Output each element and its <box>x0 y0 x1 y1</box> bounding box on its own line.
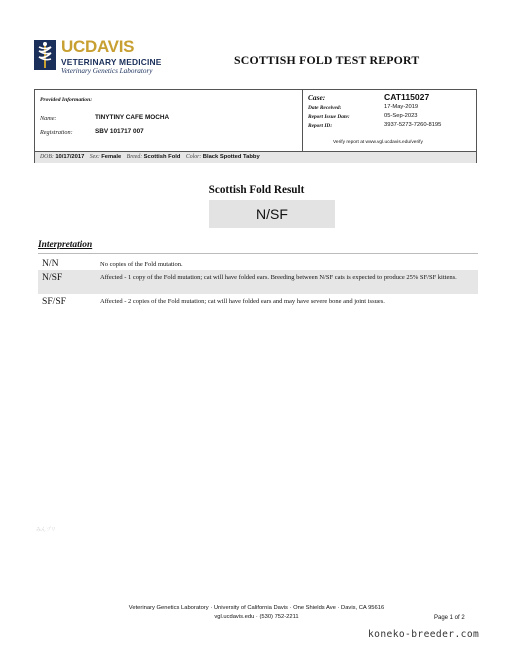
genotype-label: SF/SF <box>42 296 67 307</box>
verify-link[interactable]: Verify report at www.vgl.ucdavis.edu/verify <box>333 140 423 145</box>
date-received-value: 17-May-2019 <box>384 104 419 110</box>
footer-address: Veterinary Genetics Laboratory · University of California Davis · One Shields Ave · Davis, CA 95616 <box>128 605 385 611</box>
result-title: Scottish Fold Result <box>208 184 305 196</box>
issue-date-value: 05-Sep-2023 <box>384 113 418 119</box>
logo-wordmark: UCDAVIS <box>61 37 135 56</box>
interpretation-row <box>38 257 478 269</box>
dob-label: DOB: <box>40 154 54 160</box>
interpretation-title: Interpretation <box>38 240 93 250</box>
result-value: N/SF <box>256 206 288 222</box>
dob-value: 10/17/2017 <box>55 154 85 160</box>
color-label: Color: <box>185 154 202 160</box>
genotype-description: Affected - 1 copy of the Fold mutation; cat will have folded ears. Breeding between N/SF cats is expected to produce 25% SF/SF kittens. <box>100 274 457 281</box>
provided-info-panel <box>35 90 303 152</box>
genotype-description: Affected - 2 copies of the Fold mutation; cat will have folded ears and may have severe bone and joint issues. <box>100 298 385 305</box>
caduceus-emblem-icon <box>34 40 56 70</box>
site-watermark: koneko-breeder.com <box>368 629 480 640</box>
report-id-label: Report ID: <box>308 123 333 129</box>
ucdavis-logo <box>34 38 184 78</box>
page-number: Page 1 of 2 <box>434 615 465 621</box>
color-value: Black Spotted Tabby <box>202 154 260 160</box>
animal-details <box>40 154 264 160</box>
breed-label: Breed: <box>126 154 143 160</box>
result-box <box>209 200 335 228</box>
interpretation-divider <box>38 253 478 254</box>
registration-value: SBV 101717 007 <box>95 128 144 135</box>
case-value: CAT115027 <box>384 92 430 102</box>
sex-label: Sex: <box>89 154 100 160</box>
report-id-value: 3937-5273-7260-8195 <box>384 122 442 128</box>
case-panel <box>303 90 476 152</box>
breed-value: Scottish Fold <box>143 154 181 160</box>
genotype-description: No copies of the Fold mutation. <box>100 261 183 268</box>
report-title: SCOTTISH FOLD TEST REPORT <box>234 53 420 67</box>
logo-school-name: VETERINARY MEDICINE <box>61 57 162 67</box>
case-info-box <box>34 89 477 163</box>
animal-details-bar <box>35 151 476 163</box>
provided-info-label: Provided Information: <box>40 97 93 103</box>
genotype-label: N/N <box>42 258 59 269</box>
case-label: Case: <box>308 93 326 102</box>
name-label: Name: <box>40 115 57 122</box>
interpretation-row <box>38 270 478 294</box>
date-received-label: Date Received: <box>308 105 342 111</box>
genotype-label: N/SF <box>42 272 63 283</box>
name-value: TINYTINY CAFE MOCHA <box>95 114 170 121</box>
issue-date-label: Report Issue Date: <box>308 114 350 120</box>
faint-watermark: みんプリ <box>36 527 56 533</box>
logo-lab-name: Veterinary Genetics Laboratory <box>61 67 153 75</box>
registration-label: Registration: <box>40 129 73 136</box>
interpretation-row <box>38 295 478 307</box>
footer-contact: vgl.ucdavis.edu · (530) 752-2211 <box>214 614 299 620</box>
sex-value: Female <box>101 154 122 160</box>
